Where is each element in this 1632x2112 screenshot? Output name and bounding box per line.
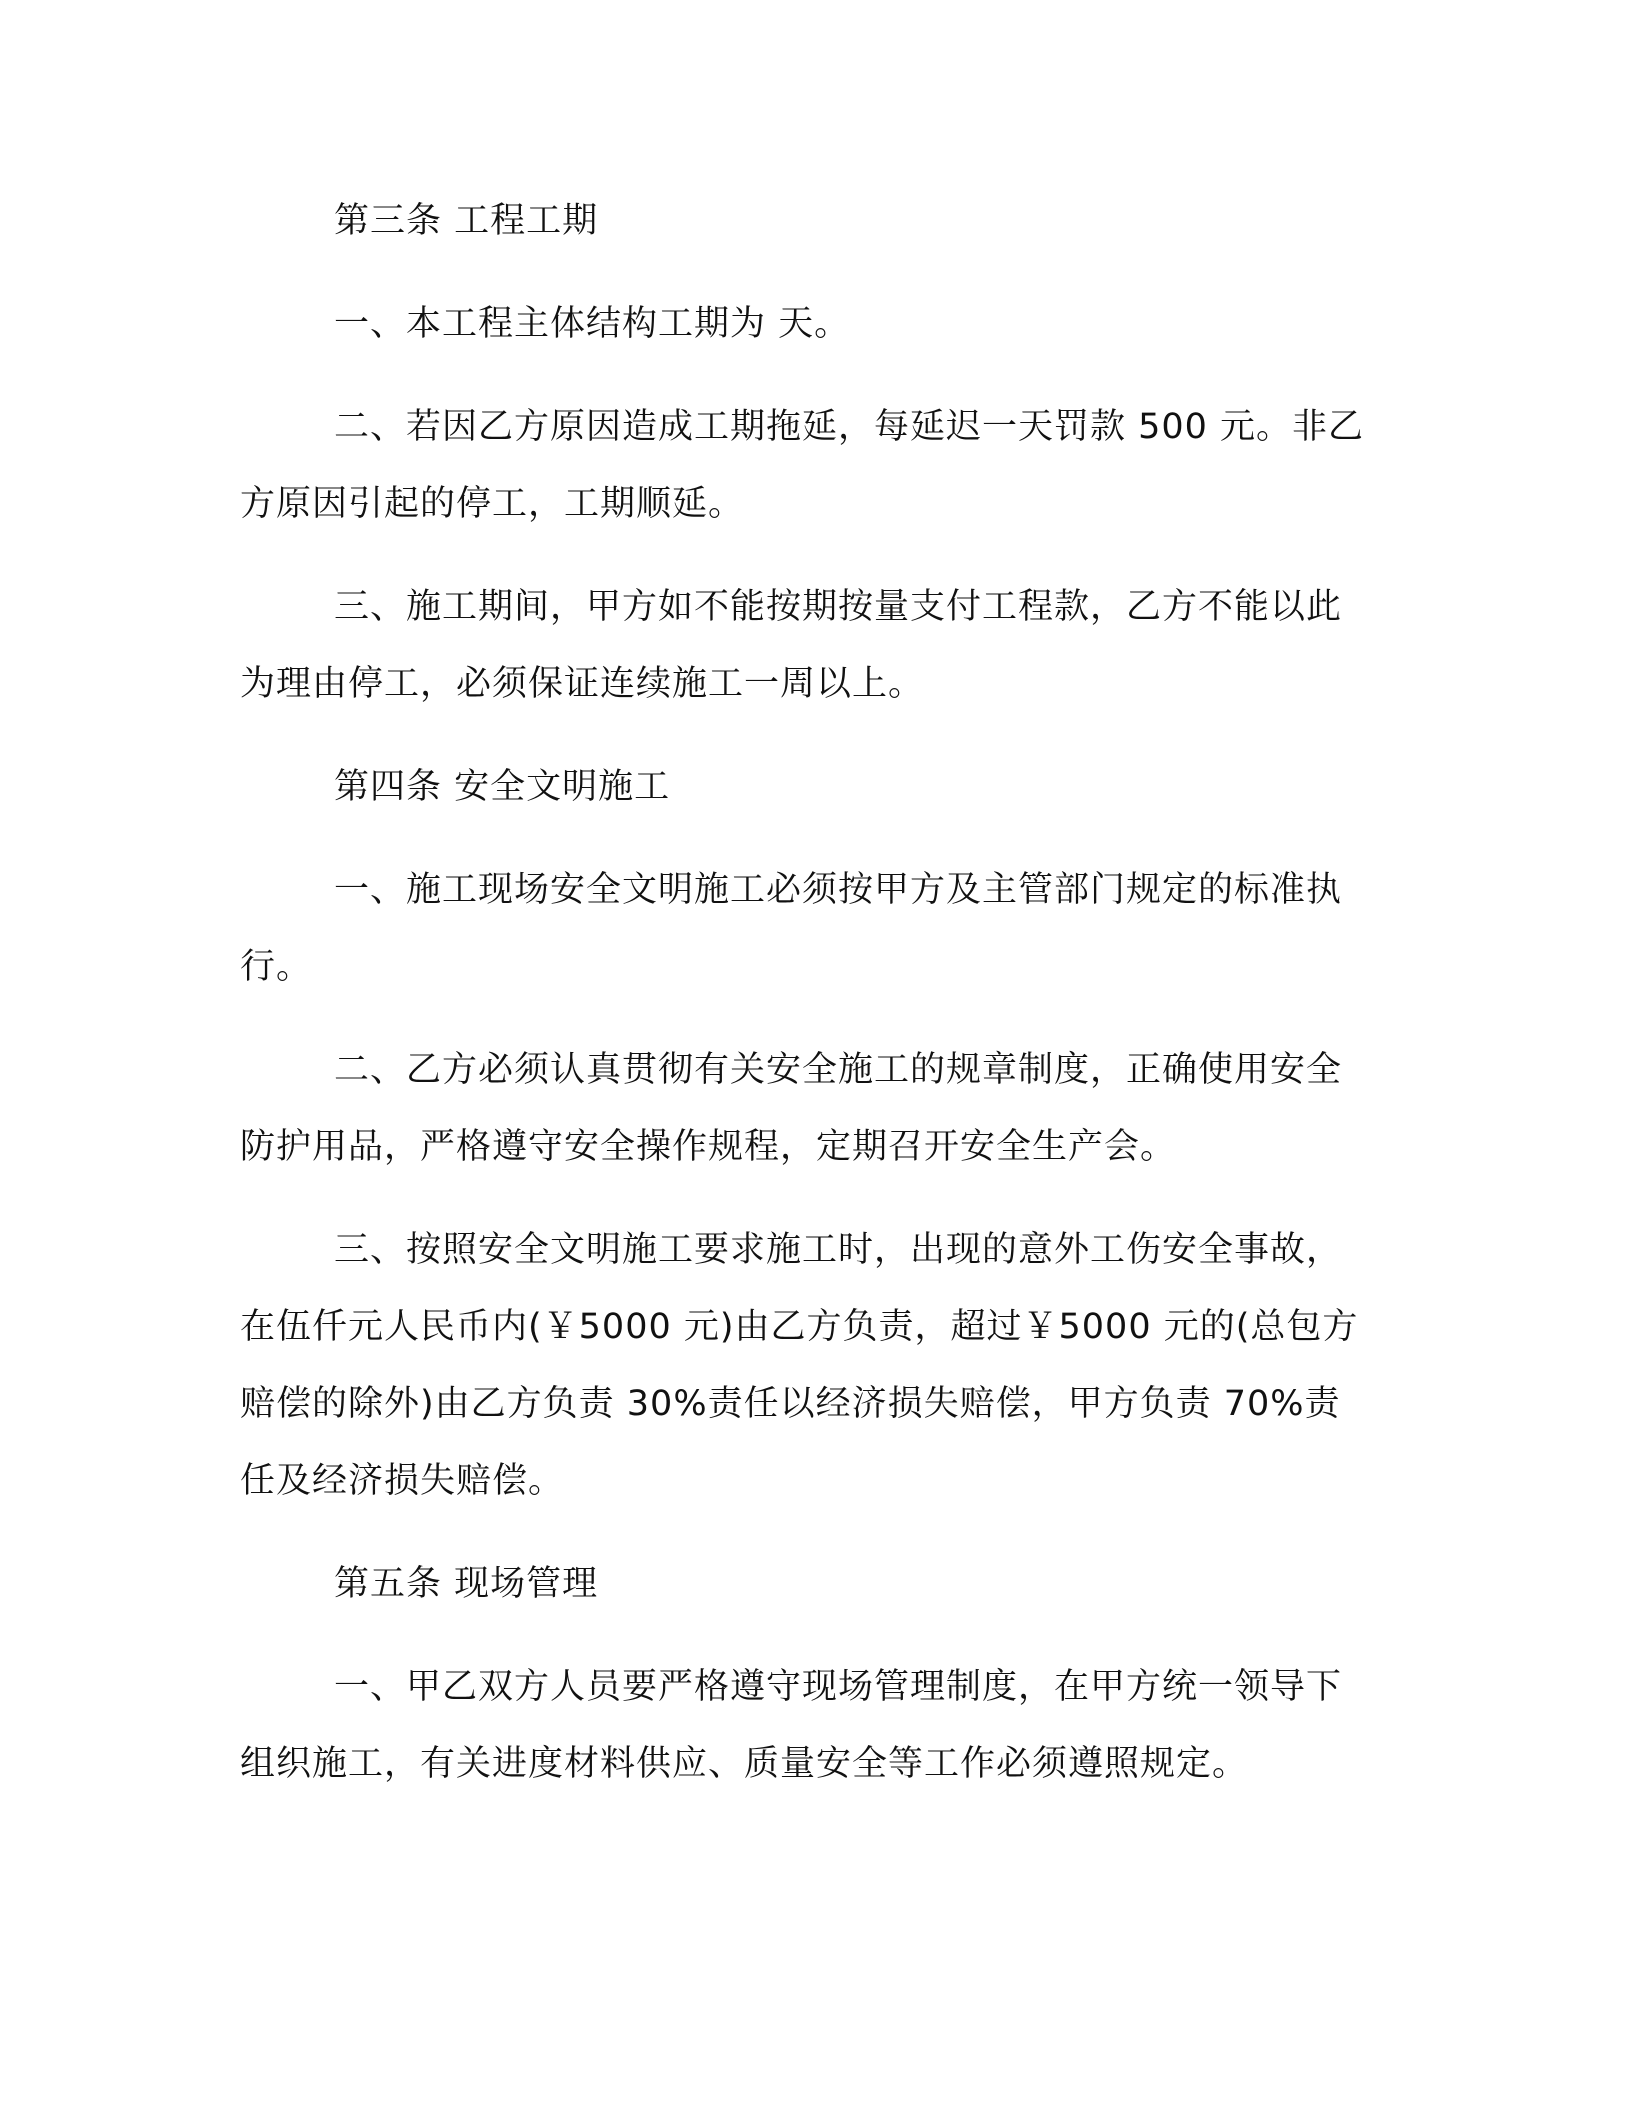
document-body [240,183,1390,1803]
article-5-heading: 第五条 现场管理 [334,1564,599,1604]
article-3-item-1: 一、本工程主体结构工期为 天。 [334,304,851,344]
article-4-item-3-line-4: 任及经济损失赔偿。 [240,1461,565,1501]
article-3-item-3-line-1: 三、施工期间，甲方如不能按期按量支付工程款，乙方不能以此 [334,587,1343,627]
article-5-item-1-line-1: 一、甲乙双方人员要严格遵守现场管理制度，在甲方统一领导下 [334,1667,1343,1707]
article-4-item-1-line-1: 一、施工现场安全文明施工必须按甲方及主管部门规定的标准执 [334,870,1343,910]
article-4-item-3-line-2: 在伍仟元人民币内(￥5000 元)由乙方负责，超过￥5000 元的(总包方 [240,1307,1359,1347]
article-3-item-2-line-2: 方原因引起的停工，工期顺延。 [240,484,745,524]
article-4-heading: 第四条 安全文明施工 [334,767,671,807]
article-3-heading: 第三条 工程工期 [334,201,599,241]
article-4-item-3-line-1: 三、按照安全文明施工要求施工时，出现的意外工伤安全事故， [334,1230,1343,1270]
article-3-item-3-line-2: 为理由停工，必须保证连续施工一周以上。 [240,664,925,704]
article-4-item-2-line-1: 二、乙方必须认真贯彻有关安全施工的规章制度，正确使用安全 [334,1050,1343,1090]
article-4-item-1-line-2: 行。 [240,947,313,987]
article-5-item-1-line-2: 组织施工，有关进度材料供应、质量安全等工作必须遵照规定。 [240,1744,1249,1784]
article-4-item-3-line-3: 赔偿的除外)由乙方负责 30%责任以经济损失赔偿，甲方负责 70%责 [240,1384,1341,1424]
article-3-item-2-line-1: 二、若因乙方原因造成工期拖延，每延迟一天罚款 500 元。非乙 [334,407,1365,447]
article-4-item-2-line-2: 防护用品，严格遵守安全操作规程，定期召开安全生产会。 [240,1127,1177,1167]
